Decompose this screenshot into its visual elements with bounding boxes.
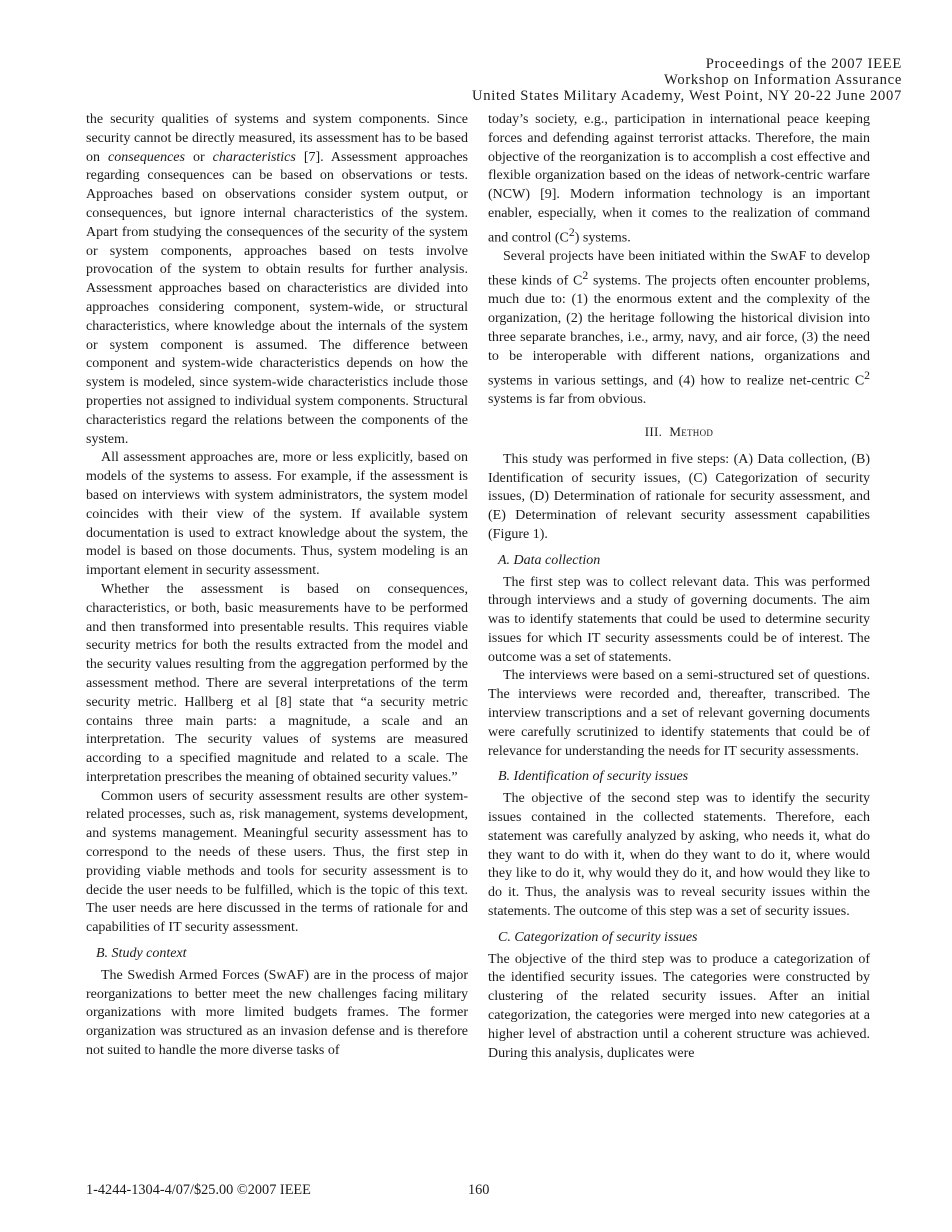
section-heading-data-collection: A. Data collection [498,552,601,568]
right-column [488,111,870,1063]
paragraph: Whether the assessment is based on consequences, characteristics, or both, basic measurements have to be performed and then transformed into presentable results. This requires viable security metrics for both the results extracted from the model and the security values resulting from the aggregation performed by the assessment method. There are several interpretations of the term security metric. Hallberg et al [8] state that “a security metric contains three main parts: a magnitude, a scale and an interpretation. The security values of systems are measured according to a specified magnitude and related to a scale. The interpretation prescribes the meaning of obtained security values.” [86,581,468,785]
paragraph: Several projects have been initiated within the SwAF to develop these kinds of $C^2$ systems. The projects often encounter problems, much due to: (1) the enormous extent and the complexity of the organization, (2) the heritage following the historical division into three separate branches, i.e., army, navy, and air force, (3) the need to be interoperable with different nations, organizations and systems in various settings, and (4) how to realize net-centric $C^2$ systems is far from obvious. [488,249,871,408]
section-heading-method: III. Method [644,423,714,439]
section-heading-categorization: C. Categorization of security issues [498,929,698,945]
page-number: 160 [468,1182,490,1198]
section-heading-identification: B. Identification of security issues [498,769,689,785]
paragraph: The interviews were based on a semi-structured set of questions. The interviews were recorded and, thereafter, transcribed. The interview transcriptions and a set of relevant governing documents were carefully scrutinized to identify statements that could be of relevance for understanding the needs for IT security assessments. [488,668,870,759]
header-line-1: Proceedings of the 2007 IEEE [705,56,902,72]
paragraph: All assessment approaches are, more or less explicitly, based on models of the systems to assess. For example, if the assessment is based on interviews with system administrators, the system model coincides with their view of the system. If available system documentation is used to extract knowledge about the system, the model is based on those documents. Thus, system modeling is an important element in security assessment. [86,450,468,579]
paragraph: today’s society, e.g., participation in international peace keeping forces and defending against terrorist attacks. Therefore, the main objective of the reorganization is to accomplish a cost effective and flexible organization based on the ideas of network-centric warfare (NCW) [9]. Modern information technology is an important enabler, especially, when it comes to the realization of command and control $(C^2)$ systems. [488,112,870,246]
copyright-footer: 1-4244-1304-4/07/$25.00 ©2007 IEEE [86,1182,311,1198]
paragraph: The first step was to collect relevant data. This was performed through interviews and a study of governing documents. The aim was to identify statements that could be used to determine security issues for which IT security assessments could be of interest. The outcome was a set of statements. [488,574,870,665]
left-column [86,111,468,1061]
paragraph: This study was performed in five steps: (A) Data collection, (B) Identification of security issues, (C) Categorization of security issues, (D) Determination of rationale for security assessment, and (E) Determination of relevant security assessment capabilities (Figure 1). [488,451,870,542]
paragraph: Common users of security assessment results are other system-related processes, such as, risk management, systems development, and systems management. Meaningful security assessment has to correspond to the needs of these users. Thus, the first step in providing viable methods and tools for security assessment is to decide the user needs to be fulfilled, which is the topic of this text. The user needs are here discussed in the terms of rationale for and capabilities of IT security assessment. [86,788,468,936]
header-line-3: United States Military Academy, West Point, NY 20-22 June 2007 [472,88,902,104]
section-heading-study-context: B. Study context [96,946,187,962]
paragraph: the security qualities of systems and system components. Since security cannot be directly measured, its assessment has to be based on consequences or characteristics [7]. Assessment approaches regarding consequences can be based on observations or tests. Approaches based on observations consider system output, or consequences, but ignore internal characteristics of the system. Apart from studying the consequences of the security of the system or system components, approaches based on tests involve provocation of the system to obtain results for further analysis. Assessment approaches based on characteristics are divided into approaches considering component, system-wide, or structural characteristics, where knowledge about the internals of the system or system component is assumed. The difference between component and system-wide characteristics depends on how the system is modeled, since system-wide characteristics include those properties not assigned to individual system components. Structural characteristics regard the relations between the components of the system. [86,112,468,447]
header-line-2: Workshop on Information Assurance [664,72,902,88]
paragraph: The Swedish Armed Forces (SwAF) are in the process of major reorganizations to better meet the new challenges facing military organizations with more limited budgets frames. The former organization was structured as an invasion defense and is therefore not suited to handle the more diverse tasks of [86,967,468,1059]
proceedings-header [472,56,902,104]
paragraph: The objective of the third step was to produce a categorization of the identified security issues. The categories were constructed by clustering of the related security issues. After an initial categorization, the categories were merged into new categories at a higher level of abstraction until a coherent structure was achieved. During this analysis, duplicates were [488,951,870,1061]
paragraph: The objective of the second step was to identify the security issues contained in the collected statements. Therefore, each statement was carefully analyzed by asking, who needs it, what do they want to do with it, when do they want to do it, where would they like to do it, why would they do it, and how would they like to do it. Thus, the analysis was to reveal security issues within the statements. The outcome of this step was a set of security issues. [488,791,870,920]
